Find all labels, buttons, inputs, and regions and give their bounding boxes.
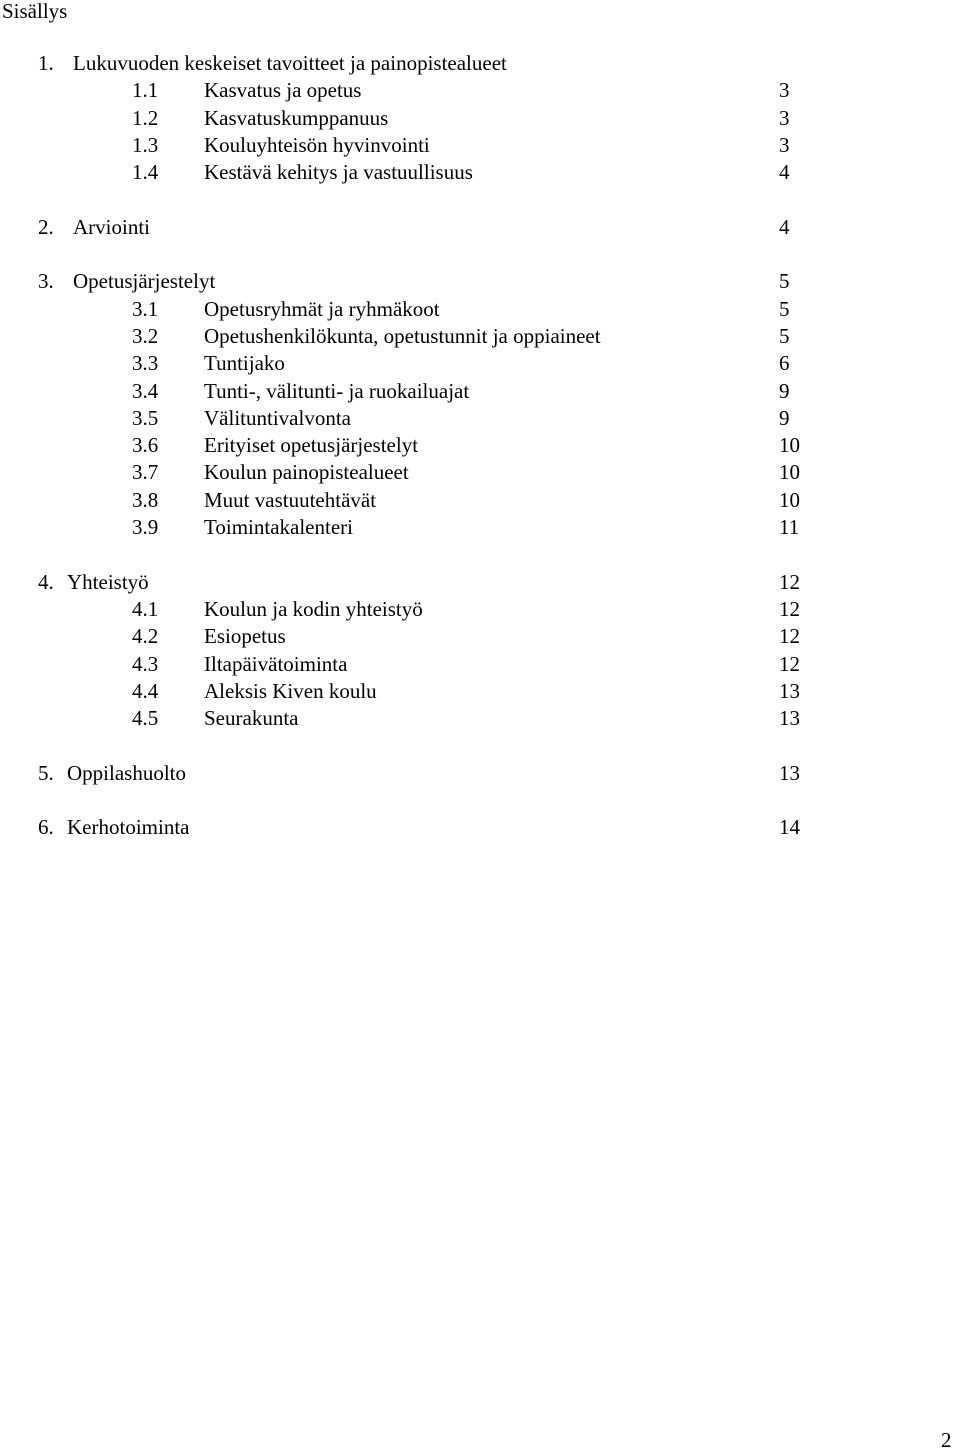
table-of-contents	[0, 50, 960, 842]
toc-page: 10	[779, 487, 800, 512]
toc-page: 9	[779, 378, 790, 403]
toc-section[interactable]	[0, 77, 960, 104]
toc-page: 3	[779, 78, 790, 103]
toc-number: 3.7	[132, 460, 159, 485]
toc-page: 12	[779, 596, 800, 621]
toc-section[interactable]	[0, 487, 960, 514]
toc-section[interactable]	[0, 651, 960, 678]
toc-title: Kestävä kehitys ja vastuullisuus	[204, 160, 473, 185]
toc-section[interactable]	[0, 432, 960, 459]
toc-title: Kasvatuskumppanuus	[204, 105, 389, 130]
toc-title: Yhteistyö	[67, 569, 149, 594]
toc-section[interactable]	[0, 350, 960, 377]
toc-number: 2.	[38, 214, 54, 239]
toc-title: Opetusryhmät ja ryhmäkoot	[204, 296, 440, 321]
toc-number: 4.3	[132, 651, 159, 676]
toc-page: 13	[779, 760, 800, 785]
toc-number: 1.2	[132, 105, 159, 130]
toc-title: Iltapäivätoiminta	[204, 651, 348, 676]
toc-section[interactable]	[0, 705, 960, 732]
toc-title: Kouluyhteisön hyvinvointi	[204, 132, 430, 157]
toc-page: 5	[779, 296, 790, 321]
toc-number: 1.	[38, 51, 54, 75]
toc-section[interactable]	[0, 678, 960, 705]
toc-page: 9	[779, 405, 790, 430]
toc-chapter[interactable]	[0, 50, 960, 77]
toc-number: 3.1	[132, 296, 159, 321]
toc-number: 3.6	[132, 433, 159, 458]
toc-page: 10	[779, 433, 800, 458]
toc-page: 14	[779, 815, 800, 840]
toc-chapter[interactable]	[0, 214, 960, 241]
toc-section[interactable]	[0, 514, 960, 541]
toc-number: 5.	[38, 760, 54, 785]
toc-number: 3.5	[132, 405, 159, 430]
toc-section[interactable]	[0, 378, 960, 405]
toc-number: 1.3	[132, 132, 159, 157]
toc-page: 12	[779, 569, 800, 594]
toc-title: Välituntivalvonta	[204, 405, 351, 430]
toc-title: Kasvatus ja opetus	[204, 78, 362, 103]
toc-title: Koulun ja kodin yhteistyö	[204, 596, 423, 621]
toc-page: 4	[779, 214, 790, 239]
toc-chapter[interactable]	[0, 569, 960, 596]
toc-number: 3.	[38, 269, 54, 294]
toc-number: 4.4	[132, 678, 159, 703]
toc-number: 3.4	[132, 378, 159, 403]
toc-page: 5	[779, 269, 790, 294]
toc-title: Koulun painopistealueet	[204, 460, 409, 485]
toc-section[interactable]	[0, 459, 960, 486]
toc-chapter[interactable]	[0, 814, 960, 841]
toc-page: 5	[779, 323, 790, 348]
toc-section[interactable]	[0, 623, 960, 650]
page-number: 2	[941, 1428, 952, 1452]
toc-page: 3	[779, 105, 790, 130]
toc-number: 3.3	[132, 351, 159, 376]
toc-title: Seurakunta	[204, 706, 299, 731]
toc-title: Lukuvuoden keskeiset tavoitteet ja painopistealueet	[73, 51, 507, 75]
toc-number: 4.	[38, 569, 54, 594]
toc-section[interactable]	[0, 159, 960, 186]
toc-title: Opetushenkilökunta, opetustunnit ja oppiaineet	[204, 323, 601, 348]
toc-title: Arviointi	[73, 214, 150, 239]
toc-number: 4.2	[132, 624, 159, 649]
toc-section[interactable]	[0, 596, 960, 623]
toc-chapter[interactable]	[0, 760, 960, 787]
toc-page: 13	[779, 678, 800, 703]
toc-page: 12	[779, 651, 800, 676]
toc-title: Aleksis Kiven koulu	[204, 678, 377, 703]
toc-chapter[interactable]	[0, 268, 960, 295]
toc-page: 13	[779, 706, 800, 731]
toc-number: 3.9	[132, 515, 159, 540]
toc-page: 3	[779, 132, 790, 157]
toc-number: 4.1	[132, 596, 159, 621]
toc-number: 6.	[38, 815, 54, 840]
toc-title: Esiopetus	[204, 624, 286, 649]
toc-page: 10	[779, 460, 800, 485]
toc-title: Oppilashuolto	[67, 760, 186, 785]
toc-page: 12	[779, 624, 800, 649]
toc-section[interactable]	[0, 105, 960, 132]
toc-title: Tuntijako	[204, 351, 285, 376]
toc-number: 1.4	[132, 160, 159, 185]
toc-title: Opetusjärjestelyt	[73, 269, 216, 294]
toc-number: 3.2	[132, 323, 159, 348]
page-title: Sisällys	[2, 0, 68, 23]
toc-title: Kerhotoiminta	[67, 815, 190, 840]
toc-section[interactable]	[0, 405, 960, 432]
toc-number: 1.1	[132, 78, 159, 103]
toc-title: Erityiset opetusjärjestelyt	[204, 433, 419, 458]
toc-number: 4.5	[132, 706, 159, 731]
toc-section[interactable]	[0, 132, 960, 159]
toc-number: 3.8	[132, 487, 159, 512]
toc-page: 11	[779, 515, 800, 540]
toc-page: 4	[779, 160, 790, 185]
toc-page: 6	[779, 351, 790, 376]
toc-title: Toimintakalenteri	[204, 515, 353, 540]
toc-title: Muut vastuutehtävät	[204, 487, 377, 512]
toc-title: Tunti-, välitunti- ja ruokailuajat	[204, 378, 470, 403]
toc-section[interactable]	[0, 296, 960, 323]
toc-section[interactable]	[0, 323, 960, 350]
